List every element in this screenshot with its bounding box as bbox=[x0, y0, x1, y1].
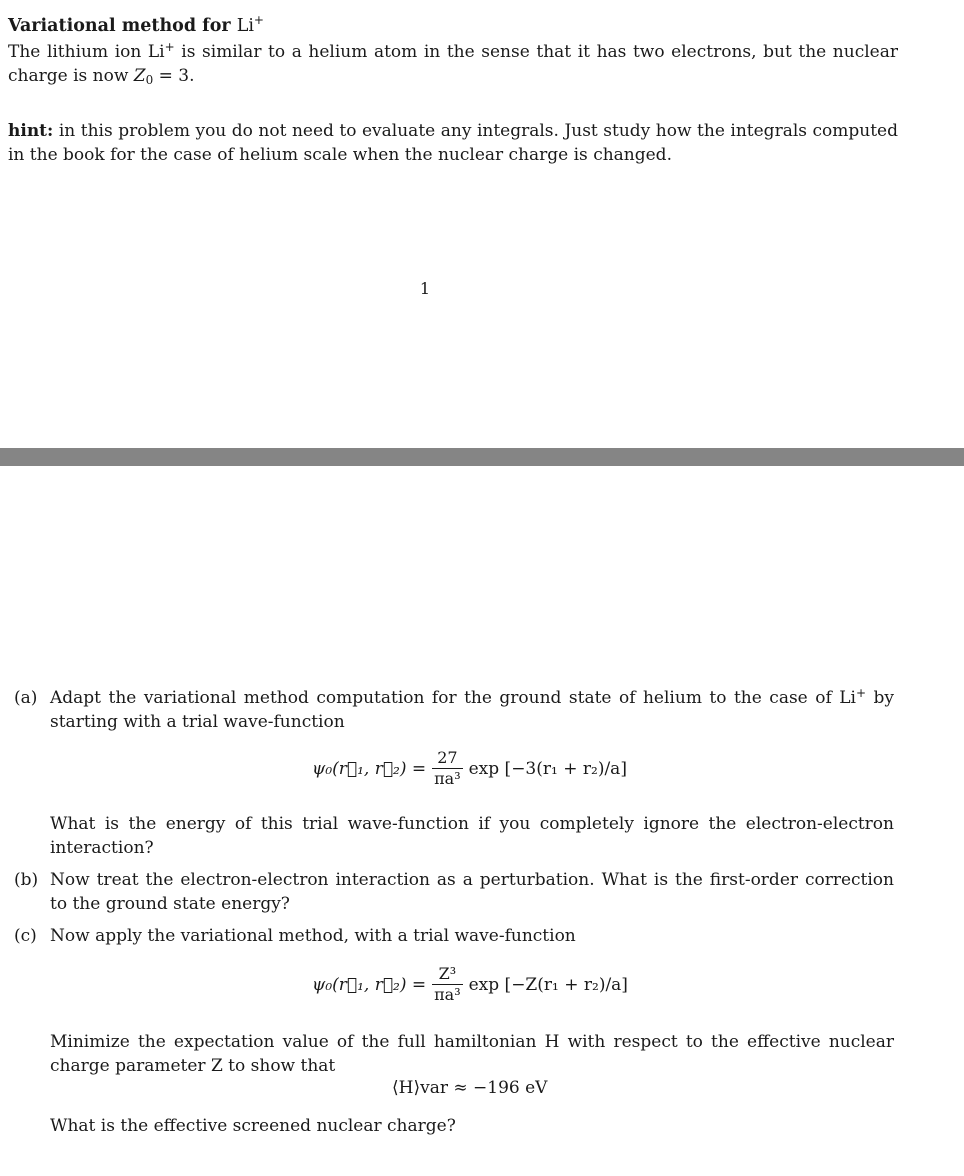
part-a bbox=[14, 686, 894, 734]
part-c-question: What is the effective screened nuclear charge? bbox=[50, 1116, 456, 1136]
part-a-text: Adapt the variational method computation for the ground state of helium to the case of Li+ by starting with a trial wave-function bbox=[50, 686, 895, 732]
part-b bbox=[14, 868, 894, 916]
part-c-minimize: Minimize the expectation value of the full hamiltonian H with respect to the effective nuclear charge parameter Z to show that bbox=[50, 1032, 894, 1076]
part-a-label: (a) bbox=[14, 688, 38, 708]
intro-paragraph: The lithium ion Li+ is similar to a helium atom in the sense that it has two electrons, but the nuclear charge is now $Z_0 = 3$. bbox=[8, 40, 898, 87]
equation-trial-wavefunction-a: ψ₀(r⃗₁, r⃗₂) = $\frac{27}{\text{πa³}}$ exp [−3(r₁ + r₂)/a] bbox=[312, 748, 627, 788]
hint-paragraph: hint: in this problem you do not need to evaluate any integrals. Just study how the integrals computed in the book for the case of helium scale when the nuclear charge is changed. bbox=[8, 121, 898, 165]
page-number: 1 bbox=[419, 279, 431, 298]
equation-expectation-energy: ⟨H⟩var ≈ −196 eV bbox=[392, 1078, 548, 1098]
equation-trial-wavefunction-c: ψ₀(r⃗₁, r⃗₂) = $\frac{\text{Z³}}{\text{πa³}}$ exp [−Z(r₁ + r₂)/a] bbox=[312, 964, 628, 1004]
page-2 bbox=[0, 466, 964, 1176]
part-b-text: Now treat the electron-electron interaction as a perturbation. What is the first-order correction to the ground state energy? bbox=[50, 870, 894, 914]
part-a-question: What is the energy of this trial wave-function if you completely ignore the electron-electron interaction? bbox=[50, 814, 894, 858]
part-c-label: (c) bbox=[14, 926, 37, 946]
part-c-text: Now apply the variational method, with a trial wave-function bbox=[50, 926, 576, 946]
hint-label: hint: bbox=[8, 121, 54, 141]
page-1 bbox=[0, 0, 964, 448]
problem-title: Variational method for Li+ bbox=[8, 13, 264, 36]
page-divider bbox=[0, 448, 964, 466]
part-c bbox=[14, 924, 894, 948]
part-b-label: (b) bbox=[14, 870, 39, 890]
